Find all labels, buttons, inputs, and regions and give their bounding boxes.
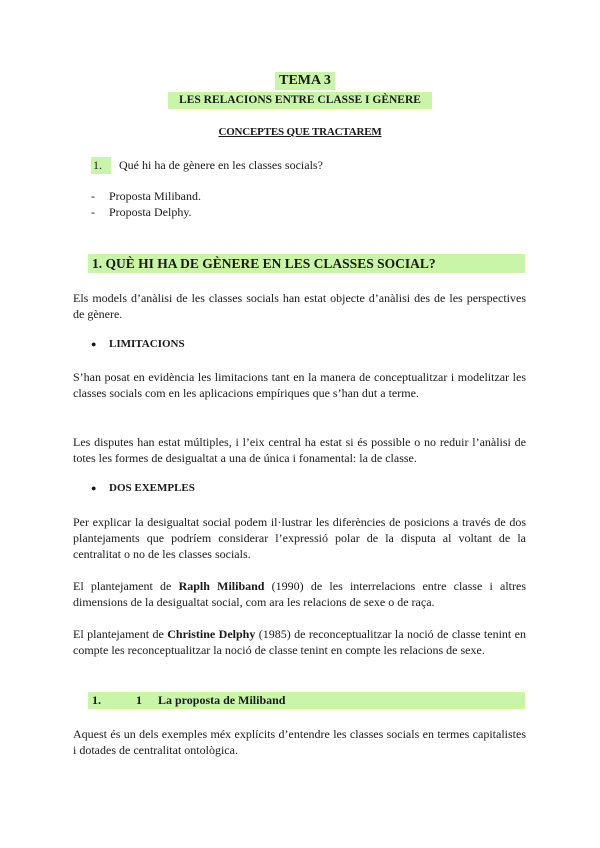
author-name: Christine Delphy [167,627,256,641]
outline-subitem-text: Proposta Miliband. [109,189,201,203]
section-number: 1. [92,693,101,707]
section-heading-1 [88,254,525,273]
paragraph-delphy [73,626,526,658]
dash-marker: - [91,189,95,203]
tema-title: TEMA 3 [275,72,335,90]
paragraph-limitations-1: S’han posat en evidència les limitacions tant en la manera de conceptualitzar i modelitzar les classes socials com en les aplicacions empíriques que s’han dut a terme. [73,370,526,400]
bullet-icon: ● [91,483,97,493]
text-fragment: (1985) de reconceptualitzar la noció de classe tenint en compte les reconceptualitzar la noció de classe tenint en compte les relacions de sexe. [73,627,526,657]
subsection-number: 1 [136,693,142,707]
paragraph-examples: Per explicar la desigualtat social podem il·lustrar les diferències de posicions a través de dos plantejaments que podríem considerar l’expressió polar de la disputa al voltant de la centralitat o no de les classes socials. [73,515,526,561]
outline-item [91,157,323,174]
section-title: La proposta de Miliband [158,693,286,707]
paragraph-miliband-intro: Aquest és un dels exemples méx explícits d’entendre les classes socials en termes capitalistes i dotades de centralitat ontològica. [73,727,526,757]
text-fragment: (1990) de les interrelacions entre classe i altres dimensions de la desigualtat social, com ara les relacions de sexe o de raça. [73,579,527,609]
bullet-limitacions [91,338,185,350]
paragraph-miliband [73,578,526,610]
section-number: 1. [92,256,103,271]
text-fragment: El plantejament de [73,627,168,641]
section-title: QUÈ HI HA DE GÈNERE EN LES CLASSES SOCIAL? [105,256,436,271]
text-fragment: El plantejament de [73,579,179,593]
section-heading-1-1 [88,692,525,709]
bullet-label: LIMITACIONS [109,338,185,350]
paragraph-limitations-2: Les disputes han estat múltiples, i l’eix central ha estat si és possible o no reduir l’anàlisi de totes les formes de desigualtat a una de única i fonamental: la de classe. [73,435,526,465]
outline-subitem [91,205,192,220]
author-name: Raplh Miliband [178,579,265,593]
outline-subitem-text: Proposta Delphy. [109,205,192,219]
paragraph-intro: Els models d’anàlisi de les classes socials han estat objecte d’anàlisi des de les perspectives de gènere. [73,291,526,321]
bullet-icon: ● [91,339,97,349]
document-subtitle: LES RELACIONS ENTRE CLASSE I GÈNERE [168,92,432,109]
outline-item-text: Qué hi ha de gènere en les classes socials? [119,158,323,172]
bullet-dos-exemples [91,482,195,494]
outline-item-number: 1. [91,157,111,174]
concepts-heading: CONCEPTES QUE TRACTAREM [218,126,382,138]
bullet-label: DOS EXEMPLES [109,482,195,494]
dash-marker: - [91,205,95,219]
outline-subitem [91,189,201,204]
